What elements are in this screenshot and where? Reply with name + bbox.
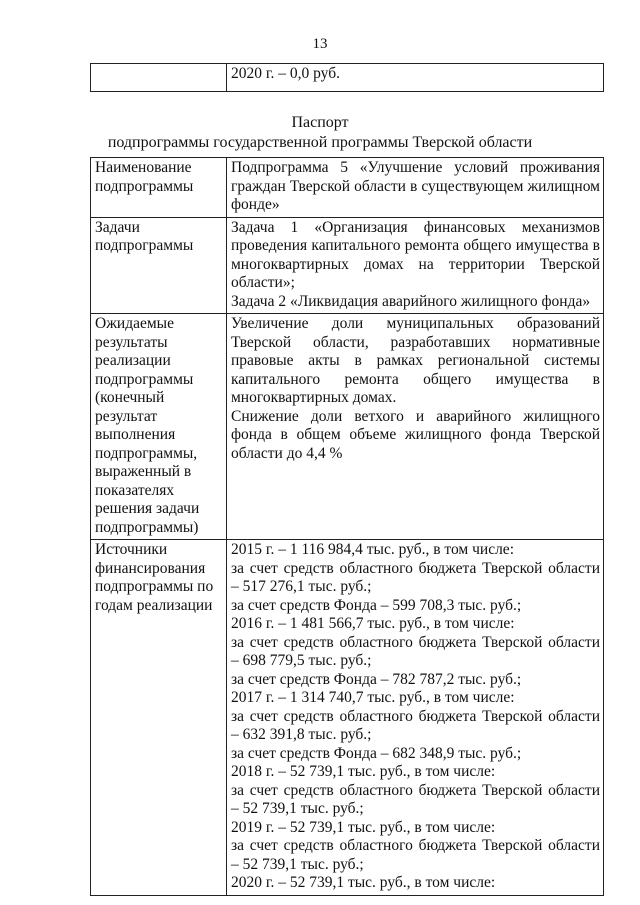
financing-line: за счет средств Фонда – 782 787,2 тыс. руб.; <box>231 670 522 688</box>
empty-label-cell <box>91 64 227 92</box>
continuation-table <box>90 63 604 92</box>
page-title <box>0 113 640 153</box>
title-line-1: Паспорт <box>291 114 349 131</box>
financing-line: за счет средств Фонда – 599 708,3 тыс. руб.; <box>231 596 522 614</box>
financing-line: за счет средств областного бюджета Тверской области – 632 391,8 тыс. руб.; <box>231 707 600 743</box>
result-1: Увеличение доли муниципальных образований Тверской области, разработавших нормативные правовые акты в рамках региональной системы капитального ремонта общего имущества в многоквартирных домах. <box>231 315 600 406</box>
financing-line: 2020 г. – 52 739,1 тыс. руб., в том числе: <box>231 874 496 891</box>
table-row <box>91 314 604 540</box>
row-label-results: Ожидаемые результаты реализации подпрограммы (конечный результат выполнения подпрограммы, выраженный в показателях решения задачи подпрограммы) <box>91 314 227 540</box>
row-label-tasks: Задачи подпрограммы <box>91 217 227 314</box>
title-line-2: подпрограммы государственной программы Тверской области <box>107 134 533 151</box>
row-value-results <box>227 314 604 540</box>
page-number: 13 <box>312 36 328 52</box>
top-row-value: 2020 г. – 0,0 руб. <box>227 64 604 92</box>
table-row <box>91 158 604 218</box>
passport-table <box>90 157 604 896</box>
row-label-financing: Источники финансирования подпрограммы по годам реализации <box>91 540 227 896</box>
financing-line: 2016 г. – 1 481 566,7 тыс. руб., в том числе: <box>231 615 515 632</box>
financing-line: 2015 г. – 1 116 984,4 тыс. руб., в том числе: <box>231 541 514 558</box>
financing-line: 2017 г. – 1 314 740,7 тыс. руб., в том числе: <box>231 689 515 706</box>
row-value-tasks <box>227 217 604 314</box>
task-2: Задача 2 «Ликвидация аварийного жилищного фонда» <box>231 292 591 310</box>
financing-line: 2019 г. – 52 739,1 тыс. руб., в том числе: <box>231 818 496 836</box>
row-label-name: Наименование подпрограммы <box>91 158 227 218</box>
row-value-financing <box>227 540 604 896</box>
financing-line: за счет средств областного бюджета Тверской области – 517 276,1 тыс. руб.; <box>231 559 600 595</box>
financing-line: за счет средств областного бюджета Тверской области – 52 739,1 тыс. руб.; <box>231 837 600 873</box>
table-row <box>91 540 604 896</box>
financing-line: за счет средств областного бюджета Тверской области – 698 779,5 тыс. руб.; <box>231 633 600 669</box>
table-row <box>91 64 604 92</box>
result-2: Снижение доли ветхого и аварийного жилищного фонда в общем объеме жилищного фонда Тверской области до 4,4 % <box>231 407 600 462</box>
financing-line: за счет средств областного бюджета Тверской области – 52 739,1 тыс. руб.; <box>231 781 600 817</box>
table-row <box>91 217 604 314</box>
financing-line: 2018 г. – 52 739,1 тыс. руб., в том числе: <box>231 763 496 780</box>
task-1: Задача 1 «Организация финансовых механизмов проведения капитального ремонта общего имущества в многоквартирных домах на территории Тверской области»; <box>231 218 600 291</box>
financing-line: за счет средств Фонда – 682 348,9 тыс. руб.; <box>231 744 522 762</box>
row-value-name: Подпрограмма 5 «Улучшение условий проживания граждан Тверской области в существующем жилищном фонде» <box>227 158 604 218</box>
